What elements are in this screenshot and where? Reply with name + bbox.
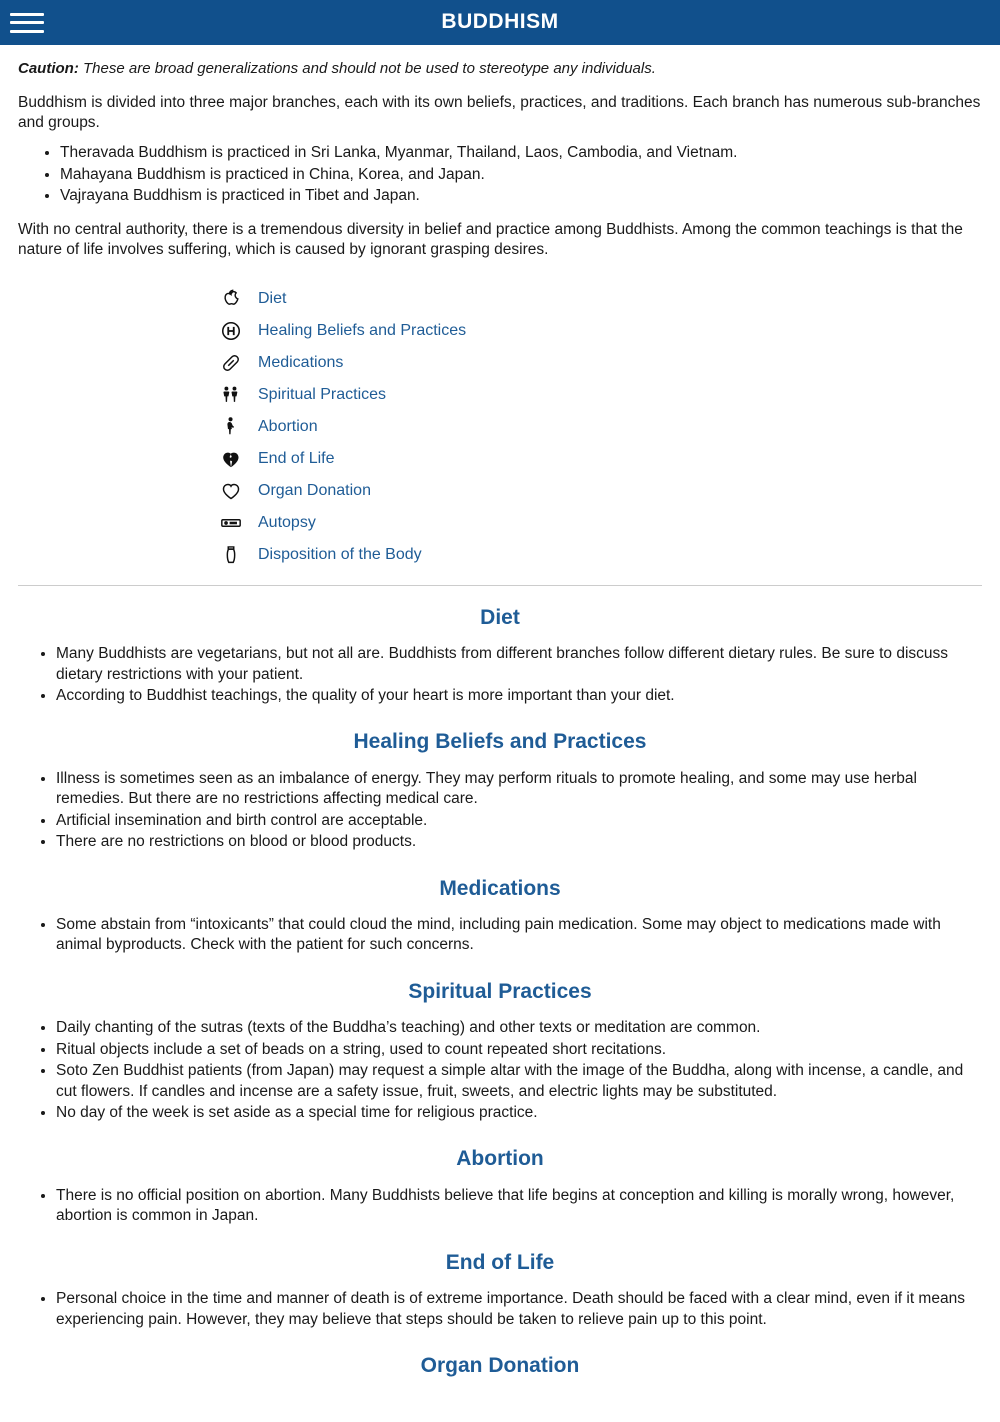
list-item: • According to Buddhist teachings, the quality of your heart is more important than your diet.	[56, 686, 982, 706]
index-item-label: Spiritual Practices	[258, 385, 387, 403]
list-item: • Personal choice in the time and manner of death is of extreme importance. Death should be faced with a clear mind, even if it means experiencing pain. However, they may believe that steps should be taken to relieve pain up to this point.	[56, 1289, 982, 1330]
section-abortion	[18, 1145, 982, 1226]
list-item: • Illness is sometimes seen as an imbalance of energy. They may perform rituals to promote healing, and some may use herbal remedies. But there are no restrictions affecting medical care.	[56, 769, 982, 810]
section-heading: Healing Beliefs and Practices	[353, 730, 647, 754]
index-item-label: Abortion	[258, 417, 318, 435]
autopsy-table-icon	[218, 510, 244, 536]
index-item-healing-beliefs-and-practices[interactable]	[218, 315, 982, 347]
section-list	[18, 915, 982, 956]
main-content	[0, 45, 1000, 1422]
section-heading: Diet	[480, 605, 520, 629]
hamburger-menu-icon[interactable]	[10, 10, 44, 36]
app-header	[0, 0, 1000, 45]
index-item-abortion[interactable]	[218, 411, 982, 443]
index-item-label: Autopsy	[258, 513, 316, 531]
list-item: • Soto Zen Buddhist patients (from Japan) may request a simple altar with the image of the Buddha, along with incense, a candle, and cut flowers. If candles and incense are a safety issue, fruit, sweets, and electric lights may be substituted.	[56, 1061, 982, 1102]
heart-outline-icon	[218, 478, 244, 504]
section-organ-donation	[18, 1352, 982, 1380]
list-item: • Vajrayana Buddhism is practiced in Tibet and Japan.	[60, 186, 982, 206]
section-diet	[18, 604, 982, 707]
index-item-organ-donation[interactable]	[218, 475, 982, 507]
section-healing-beliefs-and-practices	[18, 728, 982, 852]
index-item-label: Diet	[258, 289, 287, 307]
section-list	[18, 1018, 982, 1123]
pregnant-person-icon	[218, 414, 244, 440]
section-heading: Organ Donation	[420, 1353, 580, 1377]
divider	[18, 585, 982, 586]
hospital-h-icon	[218, 318, 244, 344]
page-title: BUDDHISM	[441, 10, 559, 34]
section-list	[18, 769, 982, 853]
index-item-label: Disposition of the Body	[258, 545, 422, 563]
index-item-medications[interactable]	[218, 347, 982, 379]
list-item: • Some abstain from “intoxicants” that could cloud the mind, including pain medication. Some may object to medications made with animal byproducts. Check with the patient for such concerns.	[56, 915, 982, 956]
index-item-end-of-life[interactable]	[218, 443, 982, 475]
section-heading: End of Life	[445, 1250, 555, 1274]
praying-people-icon	[218, 382, 244, 408]
index-item-label: Medications	[258, 353, 344, 371]
section-medications	[18, 875, 982, 956]
section-list	[18, 1289, 982, 1330]
intro-paragraph-2: With no central authority, there is a tremendous diversity in belief and practice among Buddhists. Among the common teachings is that the nature of life involves suffering, which is caused by ignorant grasping desires.	[18, 220, 963, 259]
list-item: • Ritual objects include a set of beads on a string, used to count repeated short recitations.	[56, 1040, 982, 1060]
caution-note	[18, 59, 982, 79]
index-item-autopsy[interactable]	[218, 507, 982, 539]
list-item: • Mahayana Buddhism is practiced in China, Korea, and Japan.	[60, 165, 982, 185]
index-item-disposition-of-the-body[interactable]	[218, 539, 982, 571]
list-item: • Theravada Buddhism is practiced in Sri Lanka, Myanmar, Thailand, Laos, Cambodia, and Vietnam.	[60, 143, 982, 163]
branches-list	[18, 143, 982, 205]
section-list	[18, 644, 982, 706]
section-end-of-life	[18, 1249, 982, 1330]
list-item: • Daily chanting of the sutras (texts of the Buddha’s teaching) and other texts or meditation are common.	[56, 1018, 982, 1038]
broken-heart-icon	[218, 446, 244, 472]
apple-icon	[218, 286, 244, 312]
section-heading: Abortion	[456, 1147, 544, 1171]
index-item-label: End of Life	[258, 449, 335, 467]
caution-label: Caution:	[18, 60, 79, 77]
list-item: • There is no official position on abortion. Many Buddhists believe that life begins at conception and killing is morally wrong, however, abortion is common in Japan.	[56, 1186, 982, 1227]
list-item: • Artificial insemination and birth control are acceptable.	[56, 811, 982, 831]
index-item-diet[interactable]	[218, 283, 982, 315]
list-item: • Many Buddhists are vegetarians, but not all are. Buddhists from different branches follow different dietary rules. Be sure to discuss dietary restrictions with your patient.	[56, 644, 982, 685]
list-item: • There are no restrictions on blood or blood products.	[56, 832, 982, 852]
list-item: • No day of the week is set aside as a special time for religious practice.	[56, 1103, 982, 1123]
index-item-spiritual-practices[interactable]	[218, 379, 982, 411]
section-heading: Medications	[439, 876, 561, 900]
section-heading: Spiritual Practices	[408, 979, 592, 1003]
section-list	[18, 1186, 982, 1227]
section-index	[18, 283, 982, 571]
section-spiritual-practices	[18, 978, 982, 1124]
index-item-label: Healing Beliefs and Practices	[258, 321, 467, 339]
urn-icon	[218, 542, 244, 568]
pill-capsule-icon	[218, 350, 244, 376]
caution-text: These are broad generalizations and should not be used to stereotype any individuals.	[78, 60, 656, 77]
intro-paragraph-1: Buddhism is divided into three major branches, each with its own beliefs, practices, and traditions. Each branch has numerous sub-branches and groups.	[18, 93, 981, 131]
index-item-label: Organ Donation	[258, 481, 371, 499]
